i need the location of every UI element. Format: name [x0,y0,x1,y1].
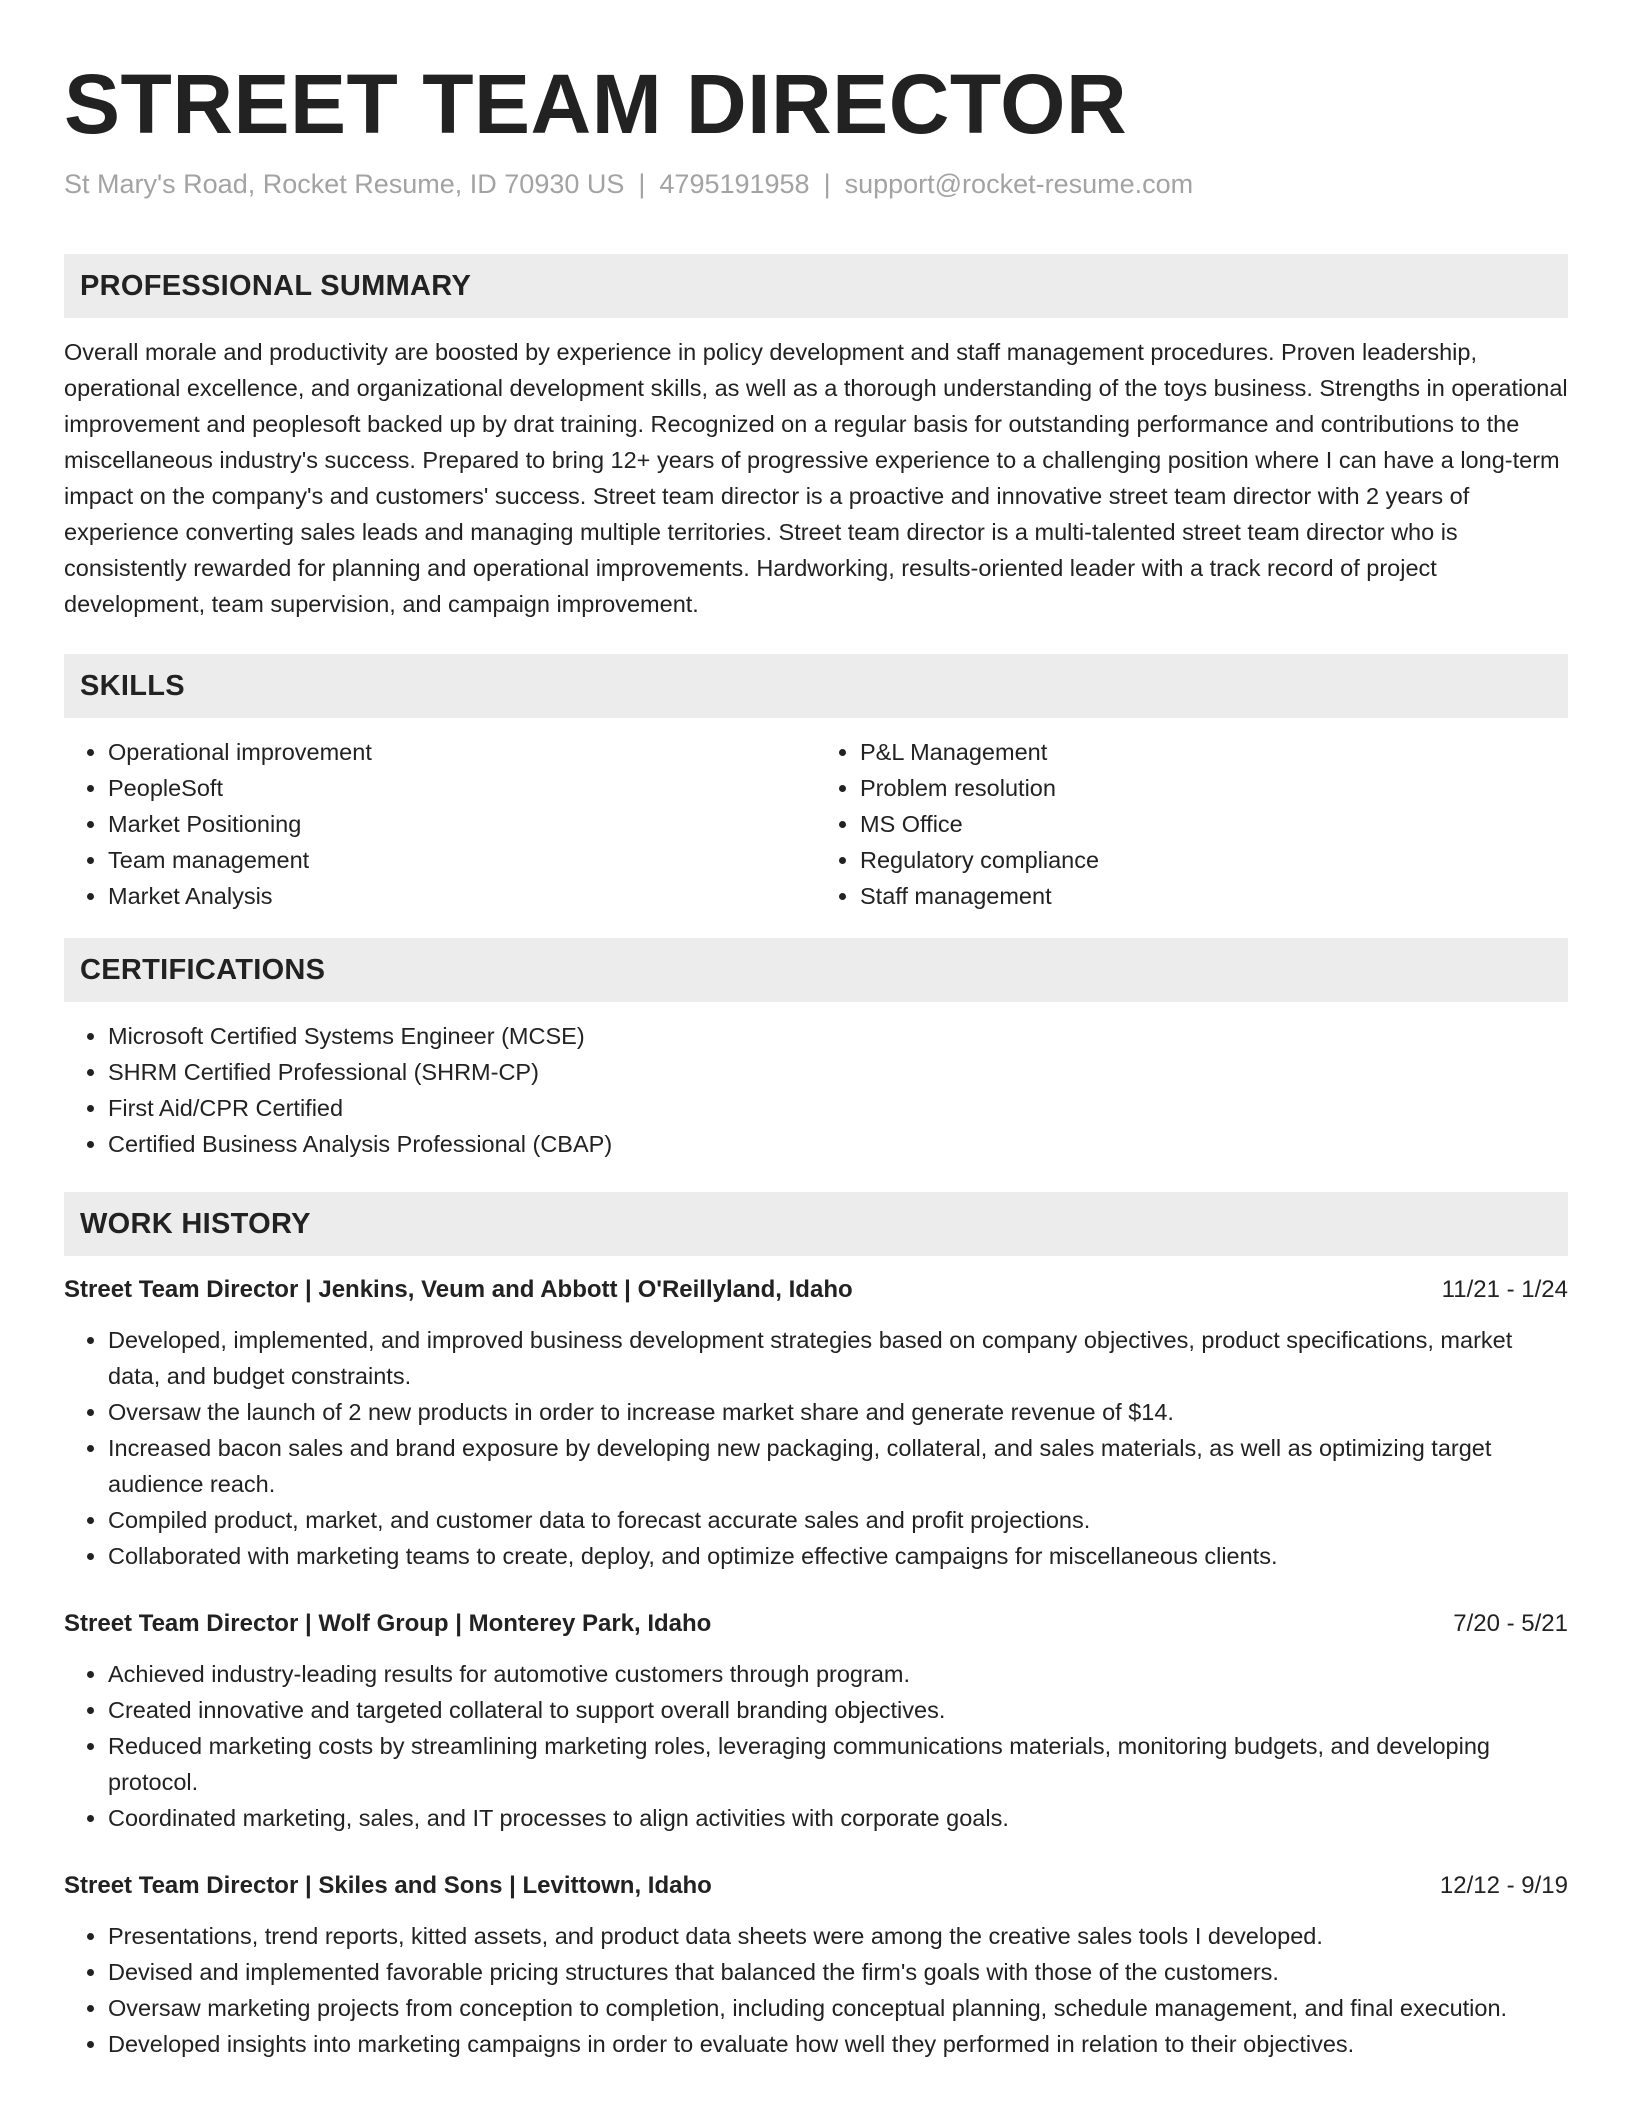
certifications-list [64,1018,1568,1162]
contact-address: St Mary's Road, Rocket Resume, ID 70930 US [64,169,625,199]
job-bullet: • Devised and implemented favorable pricing structures that balanced the firm's goals with those of the customers. [108,1954,1568,1990]
skills-column-right [816,734,1568,914]
skills-list [64,734,1568,914]
skill-item: • Market Positioning [108,806,816,842]
section-heading-skills: SKILLS [64,654,1568,718]
job-entry [64,1272,1568,1574]
certification-item: • Microsoft Certified Systems Engineer (MCSE) [108,1018,1568,1054]
job-header [64,1868,1568,1904]
job-bullets [64,1656,1568,1836]
section-heading-work-history: WORK HISTORY [64,1192,1568,1256]
job-header [64,1272,1568,1308]
job-bullet: • Oversaw marketing projects from conception to completion, including conceptual planning, schedule management, and final execution. [108,1990,1568,2026]
skill-item: • Staff management [860,878,1568,914]
contact-separator: | [823,169,831,199]
skill-item: • PeopleSoft [108,770,816,806]
contact-separator: | [638,169,646,199]
job-bullet: • Achieved industry-leading results for automotive customers through program. [108,1656,1568,1692]
job-bullet: • Compiled product, market, and customer data to forecast accurate sales and profit projections. [108,1502,1568,1538]
skill-item: • P&L Management [860,734,1568,770]
job-bullet: • Oversaw the launch of 2 new products in order to increase market share and generate revenue of $14. [108,1394,1568,1430]
resume-name: STREET TEAM DIRECTOR [64,57,1128,151]
job-bullet: • Developed, implemented, and improved business development strategies based on company objectives, product specifications, market data, and budget constraints. [108,1322,1568,1394]
job-dates: 12/12 - 9/19 [1439,1872,1568,1899]
job-dates: 11/21 - 1/24 [1441,1276,1568,1303]
job-entry [64,1606,1568,1836]
job-entry [64,1868,1568,2062]
job-bullet: • Developed insights into marketing campaigns in order to evaluate how well they performed in relation to their objectives. [108,2026,1568,2062]
contact-line [64,166,1568,202]
job-title: Street Team Director | Jenkins, Veum and Abbott | O'Reillyland, Idaho [64,1276,853,1303]
job-bullet: • Increased bacon sales and brand exposure by developing new packaging, collateral, and sales materials, as well as optimizing target audience reach. [108,1430,1568,1502]
job-bullets [64,1918,1568,2062]
skills-column-left [64,734,816,914]
skill-item: • Team management [108,842,816,878]
job-bullet: • Coordinated marketing, sales, and IT processes to align activities with corporate goals. [108,1800,1568,1836]
summary-text: Overall morale and productivity are boosted by experience in policy development and staff management procedures. Proven leadership, operational excellence, and organizational development skills, as well as a thorough understanding of the toys business. Strengths in operational improvement and peoplesoft backed up by drat training. Recognized on a regular basis for outstanding performance and contributions to the miscellaneous industry's success. Prepared to bring 12+ years of progressive experience to a challenging position where I can have a long-term impact on the company's and customers' success. Street team director is a proactive and innovative street team director with 2 years of experience converting sales leads and managing multiple territories. Street team director is a multi-talented street team director who is consistently rewarded for planning and operational improvements. Hardworking, results-oriented leader with a track record of project development, team supervision, and campaign improvement. [64,339,1568,617]
skill-item: • MS Office [860,806,1568,842]
section-heading-certifications: CERTIFICATIONS [64,938,1568,1002]
skill-item: • Market Analysis [108,878,816,914]
certification-item: • Certified Business Analysis Professional (CBAP) [108,1126,1568,1162]
job-bullet: • Created innovative and targeted collateral to support overall branding objectives. [108,1692,1568,1728]
skill-item: • Regulatory compliance [860,842,1568,878]
contact-email: support@rocket-resume.com [844,169,1194,199]
certification-item: • SHRM Certified Professional (SHRM-CP) [108,1054,1568,1090]
job-title: Street Team Director | Skiles and Sons | Levittown, Idaho [64,1872,712,1899]
certification-item: • First Aid/CPR Certified [108,1090,1568,1126]
skill-item: • Problem resolution [860,770,1568,806]
job-bullet: • Presentations, trend reports, kitted assets, and product data sheets were among the creative sales tools I developed. [108,1918,1568,1954]
job-title: Street Team Director | Wolf Group | Monterey Park, Idaho [64,1610,712,1637]
job-bullet: • Collaborated with marketing teams to create, deploy, and optimize effective campaigns for miscellaneous clients. [108,1538,1568,1574]
job-bullet: • Reduced marketing costs by streamlining marketing roles, leveraging communications materials, monitoring budgets, and developing protocol. [108,1728,1568,1800]
job-bullets [64,1322,1568,1574]
section-heading-summary: PROFESSIONAL SUMMARY [64,254,1568,318]
contact-phone: 4795191958 [659,169,810,199]
skill-item: • Operational improvement [108,734,816,770]
job-dates: 7/20 - 5/21 [1453,1610,1568,1637]
job-header [64,1606,1568,1642]
